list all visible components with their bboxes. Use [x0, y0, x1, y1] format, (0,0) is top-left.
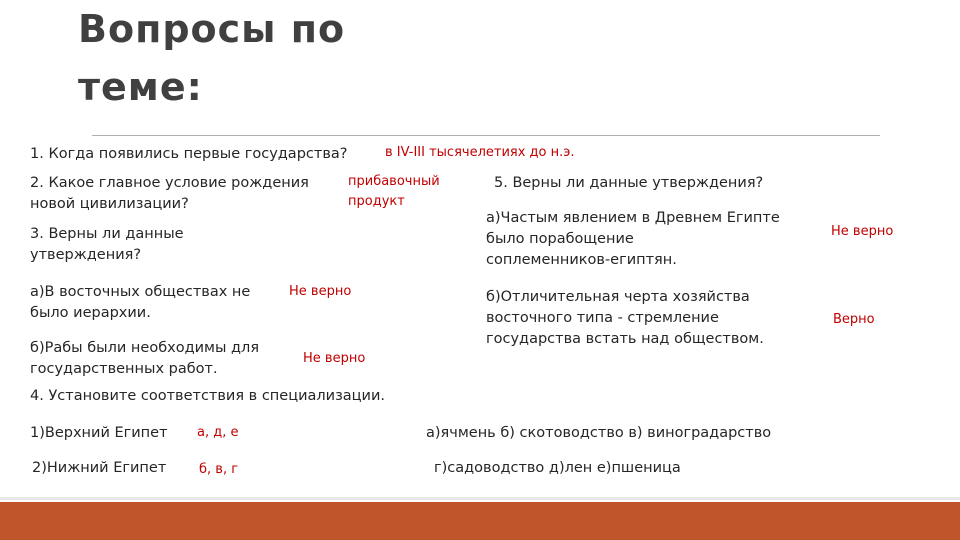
answer-3a: Не верно [289, 284, 352, 299]
slide-title: Вопросы по теме: [78, 7, 346, 109]
question-4-options-2: г)садоводство д)лен е)пшеница [434, 460, 681, 476]
question-4-options-1: а)ячмень б) скотоводство в) виноградарство [426, 425, 772, 441]
question-1: 1. Когда появились первые государства? [30, 146, 348, 162]
question-5b: б)Отличительная черта хозяйства восточного типа - стремление государства встать над обществом. [486, 289, 764, 347]
question-3b: б)Рабы были необходимы для государственных работ. [30, 340, 260, 377]
title-divider [92, 135, 880, 136]
answer-1: в IV-III тысячелетиях до н.э. [385, 145, 575, 160]
question-4: 4. Установите соответствия в специализации. [30, 388, 385, 404]
question-4-upper-egypt: 1)Верхний Египет [30, 425, 168, 441]
question-5a: а)Частым явлением в Древнем Египте было порабощение соплеменников-египтян. [486, 210, 780, 268]
answer-5a: Не верно [831, 224, 894, 239]
question-5: 5. Верны ли данные утверждения? [494, 175, 764, 191]
question-3: 3. Верны ли данные утверждения? [30, 226, 184, 263]
answer-4-upper-egypt: а, д, е [197, 425, 239, 440]
footer-divider [0, 497, 960, 500]
answer-2: прибавочный продукт [348, 174, 440, 209]
question-4-lower-egypt: 2)Нижний Египет [32, 460, 167, 476]
answer-4-lower-egypt: б, в, г [199, 462, 239, 477]
question-3a: а)В восточных обществах не было иерархии. [30, 284, 251, 321]
footer-bar [0, 502, 960, 540]
question-2: 2. Какое главное условие рождения новой цивилизации? [30, 175, 309, 212]
answer-5b: Верно [833, 312, 875, 327]
answer-3b: Не верно [303, 351, 366, 366]
